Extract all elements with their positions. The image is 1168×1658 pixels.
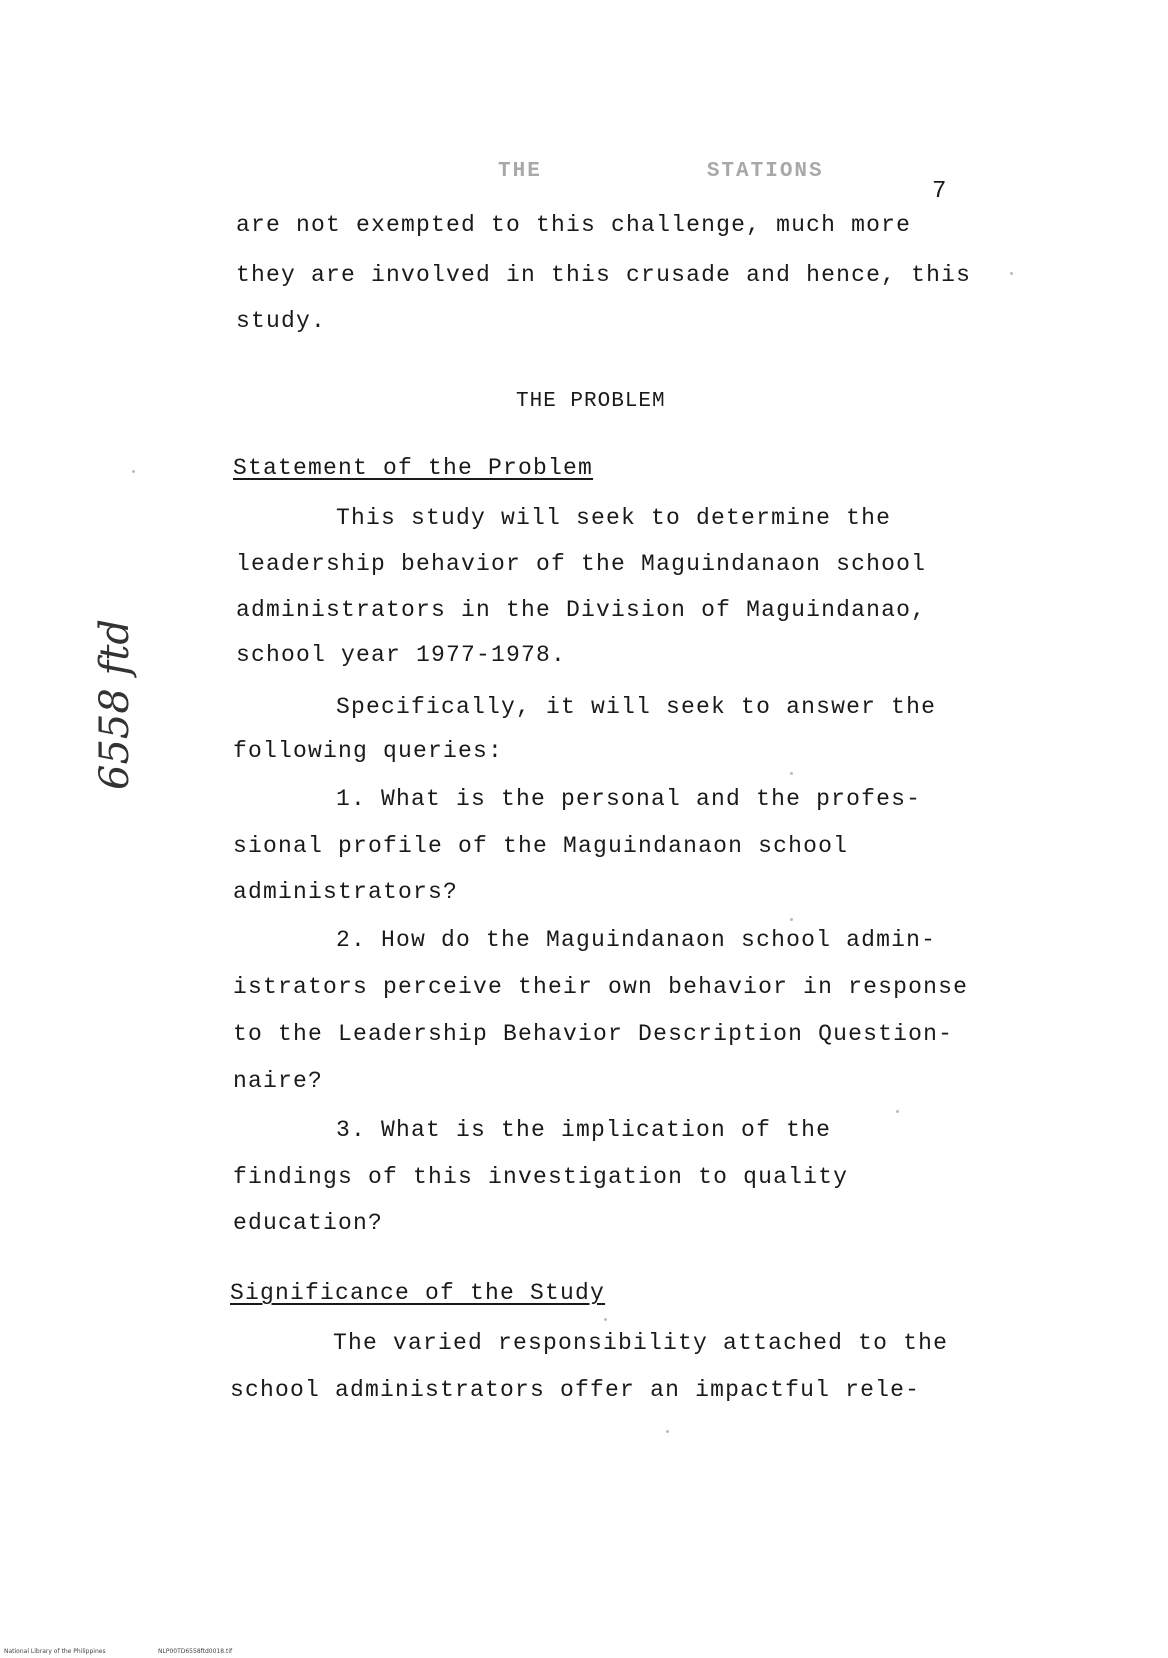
question-2-line-2: istrators perceive their own behavior in response — [233, 974, 969, 1000]
intro-line-1: are not exempted to this challenge, much more — [236, 212, 912, 238]
statement-para1-line-4: school year 1977-1978. — [236, 642, 567, 668]
problem-heading: THE PROBLEM — [516, 390, 666, 413]
statement-para2-line-1: Specifically, it will seek to answer the — [336, 694, 937, 720]
footer-file: NLP00TD6558ftd0018.tif — [158, 1648, 233, 1655]
question-1-line-1: 1. What is the personal and the profes- — [336, 786, 922, 812]
scan-speck — [132, 470, 135, 473]
stamp-left-text: THE — [498, 160, 542, 183]
question-1-line-2: sional profile of the Maguindanaon school — [233, 833, 849, 859]
stamp-right-text: STATIONS — [706, 160, 824, 183]
question-3-line-3: education? — [233, 1210, 384, 1236]
scan-speck — [1010, 272, 1013, 275]
question-2-line-1: 2. How do the Maguindanaon school admin- — [336, 927, 937, 953]
question-2-line-4: naire? — [233, 1068, 324, 1094]
page-number: 7 — [932, 178, 947, 205]
intro-line-3: study. — [236, 308, 327, 334]
question-3-line-1: 3. What is the implication of the — [336, 1117, 832, 1143]
significance-line-1: The varied responsibility attached to the — [333, 1330, 949, 1356]
intro-line-2: they are involved in this crusade and hence, this — [236, 262, 972, 288]
scan-speck — [604, 1318, 607, 1321]
library-stamp — [498, 160, 824, 183]
statement-para2-line-2: following queries: — [233, 738, 504, 764]
statement-heading: Statement of the Problem — [233, 455, 594, 481]
scan-speck — [666, 1430, 669, 1433]
statement-para1-line-2: leadership behavior of the Maguindanaon school — [236, 551, 927, 577]
statement-para1-line-3: administrators in the Division of Maguindanao, — [236, 597, 927, 623]
statement-para1-line-1: This study will seek to determine the — [336, 505, 892, 531]
handwritten-call-number: 6558 ftd — [92, 619, 138, 790]
significance-line-2: school administrators offer an impactful rele- — [230, 1377, 921, 1403]
footer-library: National Library of the Philippines — [4, 1648, 106, 1655]
question-3-line-2: findings of this investigation to quality — [233, 1164, 849, 1190]
scan-speck — [790, 772, 793, 775]
question-1-line-3: administrators? — [233, 879, 459, 905]
significance-heading: Significance of the Study — [230, 1280, 606, 1306]
question-2-line-3: to the Leadership Behavior Description Question- — [233, 1021, 954, 1047]
scan-speck — [790, 918, 793, 921]
scan-speck — [896, 1110, 899, 1113]
